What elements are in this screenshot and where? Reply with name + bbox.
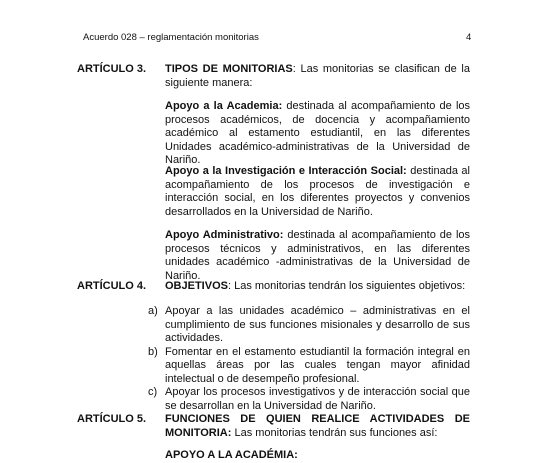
list-item xyxy=(148,386,470,413)
article-4-intro xyxy=(165,280,470,294)
article-4-intro-text: : Las monitorias tendrán los siguientes objetivos: xyxy=(227,280,466,292)
list-item xyxy=(148,346,470,387)
article-3-intro-text: : Las monitorias se clasifican de la siguiente manera: xyxy=(165,63,470,89)
document-header-title: Acuerdo 028 – reglamentación monitorias xyxy=(83,32,259,43)
item-title: Apoyo Administrativo: xyxy=(165,229,284,241)
article-3-heading: TIPOS DE MONITORIAS xyxy=(165,63,293,75)
list-marker: b) xyxy=(148,345,158,358)
item-text: destinada al acompañamiento de los procesos académicos, de docencia y acompañamiento académico al estamento estudiantil, en las diferentes Unidades académico-administrativas de la Universidad de Nariño. xyxy=(165,100,471,166)
article-3-item-investigacion xyxy=(165,165,470,219)
list-item-text: Apoyar los procesos investigativos y de interacción social que se desarrollan en la Universidad de Nariño. xyxy=(165,386,470,412)
item-title: Apoyo a la Academia: xyxy=(165,100,283,112)
article-5-intro-text: Las monitorias tendrán sus funciones así: xyxy=(231,426,438,439)
article-3-label: ARTÍCULO 3. xyxy=(77,63,147,75)
article-3-item-academia xyxy=(165,100,470,168)
item-title: Apoyo a la Investigación e Interacción Social: xyxy=(165,165,407,177)
article-4-heading: OBJETIVOS xyxy=(165,280,228,292)
article-3-item-administrativo xyxy=(165,229,470,283)
list-item-text: Fomentar en el estamento estudiantil la formación integral en aquellas áreas por las cuales tengan mayor afinidad intelectual o de desempeño profesional. xyxy=(165,345,470,385)
article-4-label: ARTÍCULO 4. xyxy=(77,280,147,292)
item-text: destinada al acompañamiento de los procesos técnicos y administrativos, en las diferentes unidades académico -administrativas de la Universidad de Nariño. xyxy=(165,229,471,282)
item-text: destinada al acompañamiento de los procesos de investigación e interacción social, en los diferentes proyectos y convenios desarrollados en la Universidad de Nariño. xyxy=(165,165,470,218)
list-marker: c) xyxy=(148,386,158,398)
list-item xyxy=(148,305,470,346)
article-4-objectives-list xyxy=(148,305,470,413)
article-5-subheading xyxy=(165,449,470,463)
article-3-intro xyxy=(165,63,470,90)
article-5-intro xyxy=(165,413,470,440)
list-item-text: Apoyar a las unidades académico – administrativas en el cumplimiento de sus funciones misionales y desarrollo de sus actividades. xyxy=(165,305,470,344)
list-marker: a) xyxy=(148,305,158,317)
article-5-heading: FUNCIONES DE QUIEN REALICE ACTIVIDADES DE MONITORIA: xyxy=(165,413,470,439)
subheading-text: APOYO A LA ACADÉMIA: xyxy=(165,449,298,461)
page-number: 4 xyxy=(466,32,472,43)
article-5-label: ARTÍCULO 5. xyxy=(77,413,147,425)
